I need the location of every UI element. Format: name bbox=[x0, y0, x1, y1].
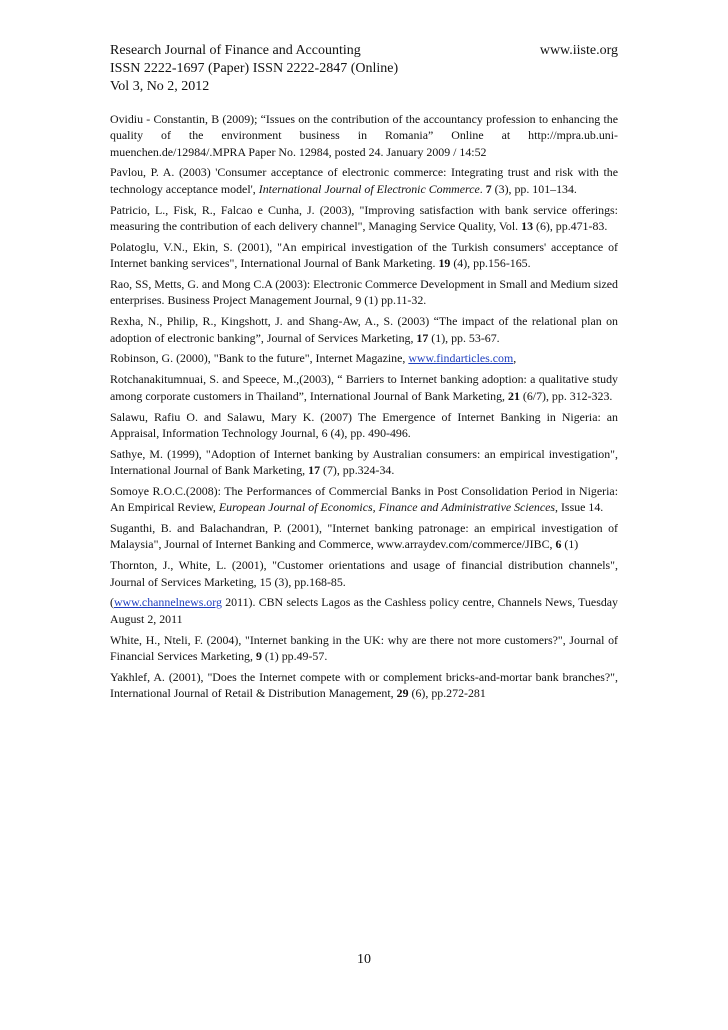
reference-item: Yakhlef, A. (2001), "Does the Internet compete with or complement bricks-and-mortar bank branches?", International Journal of Retail & Distribution Management, 29 (6), pp.272-281 bbox=[110, 669, 618, 701]
reference-list bbox=[110, 111, 618, 706]
volume-number: 7 bbox=[485, 181, 492, 196]
findarticles-link[interactable]: www.findarticles.com bbox=[408, 351, 514, 366]
reference-item: Patricio, L., Fisk, R., Falcao e Cunha, J. (2003), "Improving satisfaction with bank service offerings: measuring the contribution of each delivery channel", Managing Service Quality, Vol. 13 (6), pp.471-83. bbox=[110, 202, 618, 233]
journal-title: Research Journal of Finance and Accounting bbox=[110, 43, 361, 58]
reference-item: Sathye, M. (1999), "Adoption of Internet banking by Australian consumers: an empirical investigation", International Journal of Bank Marketing, 17 (7), pp.324-34. bbox=[110, 446, 618, 477]
reference-item: Rotchanakitumnuai, S. and Speece, M.,(2003), “ Barriers to Internet banking adoption: a qualitative study among corporate customers in Thailand”, International Journal of Bank Marketing, 21 (6/7), pp. 312-323. bbox=[110, 372, 618, 403]
volume-number: 17 bbox=[416, 330, 429, 345]
volume-number: 21 bbox=[508, 388, 520, 403]
journal-header bbox=[110, 42, 618, 96]
reference-item: Thornton, J., White, L. (2001), "Customer orientations and usage of financial distribution channels", Journal of Services Marketing, 15 (3), pp.168-85. bbox=[110, 558, 618, 589]
volume-number: 6 bbox=[555, 537, 562, 552]
reference-item: Salawu, Rafiu O. and Salawu, Mary K. (2007) The Emergence of Internet Banking in Nigeria: an Appraisal, Information Technology Journal, 6 (4), pp. 490-496. bbox=[110, 409, 618, 440]
channelnews-link[interactable]: www.channelnews.org bbox=[113, 595, 222, 610]
journal-name: European Journal of Economics, Finance and Administrative Sciences bbox=[218, 500, 556, 515]
volume-number: 9 bbox=[255, 648, 262, 663]
volume-number: 19 bbox=[438, 256, 451, 271]
volume-number: 13 bbox=[521, 218, 534, 233]
reference-item: Suganthi, B. and Balachandran, P. (2001), "Internet banking patronage: an empirical investigation of Malaysia", Journal of Internet Banking and Commerce, www.arraydev.com/commerce/JIBC, 6 (1) bbox=[110, 521, 618, 552]
reference-item: Pavlou, P. A. (2003) 'Consumer acceptance of electronic commerce: Integrating trust and risk with the technology acceptance model', International Journal of Electronic Commerce. 7 (3), pp. 101–134. bbox=[110, 165, 618, 196]
page-number: 10 bbox=[357, 952, 371, 967]
reference-item: White, H., Nteli, F. (2004), "Internet banking in the UK: why are there not more customers?", Journal of Financial Services Marketing, 9 (1) pp.49-57. bbox=[110, 632, 618, 663]
reference-item: Polatoglu, V.N., Ekin, S. (2001), "An empirical investigation of the Turkish consumers' acceptance of Internet banking services", International Journal of Bank Marketing. 19 (4), pp.156-165. bbox=[110, 239, 618, 271]
reference-item: Ovidiu - Constantin, B (2009); “Issues on the contribution of the accountancy profession to enhancing the quality of the environment business in Romania” Online at http://mpra.ub.uni-muenchen.de/12984/.MPRA Paper No. 12984, posted 24. January 2009 / 14:52 bbox=[110, 112, 618, 159]
volume-number: 29 bbox=[396, 686, 409, 701]
reference-item: Rexha, N., Philip, R., Kingshott, J. and Shang-Aw, A., S. (2003) “The impact of the relational plan on adoption of electronic banking”, Journal of Services Marketing, 17 (1), pp. 53-67. bbox=[110, 314, 618, 345]
reference-item: Rao, SS, Metts, G. and Mong C.A (2003): Electronic Commerce Development in Small and Medium sized enterprises. Business Project Management Journal, 9 (1) pp.11-32. bbox=[110, 277, 618, 308]
reference-item: Somoye R.O.C.(2008): The Performances of Commercial Banks in Post Consolidation Period in Nigeria: An Empirical Review, European Journal of Economics, Finance and Administrative Sciences, Issue 14. bbox=[110, 483, 618, 515]
journal-website: www.iiste.org bbox=[539, 43, 618, 58]
journal-volume: Vol 3, No 2, 2012 bbox=[110, 79, 210, 94]
volume-number: 17 bbox=[308, 462, 321, 477]
reference-item: Robinson, G. (2000), "Bank to the future", Internet Magazine, www.findarticles.com, bbox=[110, 351, 517, 366]
reference-item: (www.channelnews.org 2011). CBN selects Lagos as the Cashless policy centre, Channels News, Tuesday August 2, 2011 bbox=[110, 595, 618, 626]
journal-issn: ISSN 2222-1697 (Paper) ISSN 2222-2847 (Online) bbox=[110, 61, 399, 76]
journal-name: International Journal of Electronic Commerce bbox=[258, 181, 480, 196]
